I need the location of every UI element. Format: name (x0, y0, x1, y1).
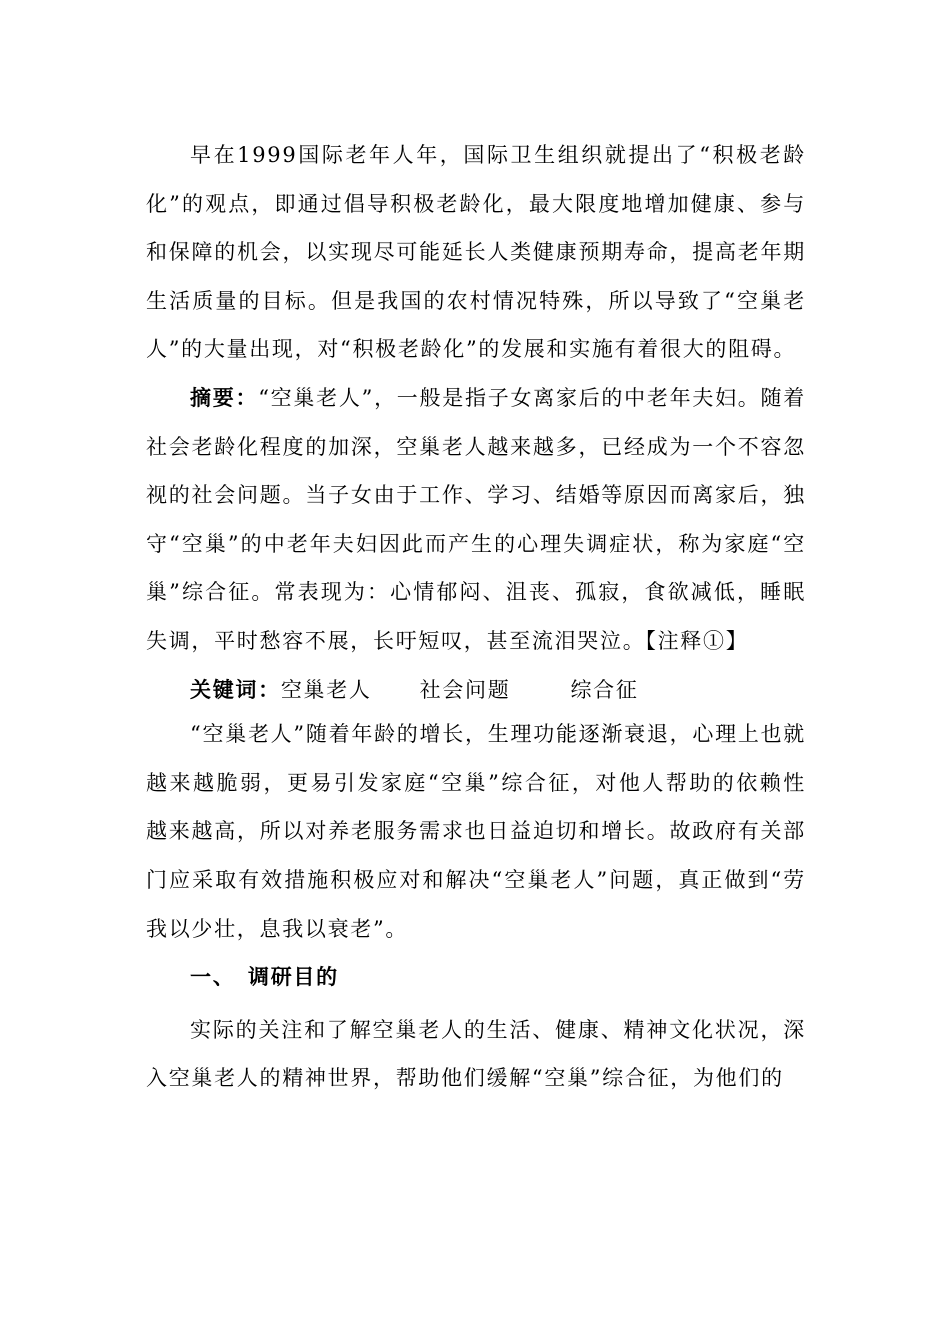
body-paragraph: “空巢老人”随着年龄的增长，生理功能逐渐衰退，心理上也就越来越脆弱，更易引发家庭“空巢”综合征，对他人帮助的依赖性越来越高，所以对养老服务需求也日益迫切和增长。故政府有关部门应采取有效措施积极应对和解决“空巢老人”问题，真正做到“劳我以少壮，息我以衰老”。 (146, 722, 806, 941)
abstract-label: 摘要： (190, 384, 259, 410)
abstract-paragraph (146, 374, 806, 666)
abstract-text: “空巢老人”，一般是指子女离家后的中老年夫妇。随着社会老龄化程度的加深，空巢老人越来越多，已经成为一个不容忽视的社会问题。当子女由于工作、学习、结婚等原因而离家后，独守“空巢”的中老年夫妇因此而产生的心理失调症状，称为家庭“空巢”综合征。常表现为：心情郁闷、沮丧、孤寂，食欲减低，睡眠失调，平时愁容不展，长吁短叹，甚至流泪哭泣。【注释①】 (146, 385, 806, 653)
body-paragraph: 实际的关注和了解空巢老人的生活、健康、精神文化状况，深入空巢老人的精神世界，帮助他们缓解“空巢”综合征，为他们的 (146, 1017, 806, 1091)
keywords-paragraph (146, 666, 806, 715)
section-number: 一、 (190, 964, 236, 990)
keyword-item: 社会问题 (419, 677, 511, 702)
keyword-item: 空巢老人 (280, 677, 372, 702)
intro-paragraph: 早在1999国际老年人年，国际卫生组织就提出了“积极老龄化”的观点，即通过倡导积极老龄化，最大限度地增加健康、参与和保障的机会，以实现尽可能延长人类健康预期寿命，提高老年期生活质量的目标。但是我国的农村情况特殊，所以导致了“空巢老人”的大量出现，对“积极老龄化”的发展和实施有着很大的阻碍。 (146, 143, 806, 362)
keywords-label: 关键词： (190, 676, 281, 702)
section-heading (146, 953, 806, 1002)
document-page (146, 131, 806, 1103)
section-title: 调研目的 (248, 964, 339, 990)
keyword-item: 综合征 (570, 677, 639, 702)
